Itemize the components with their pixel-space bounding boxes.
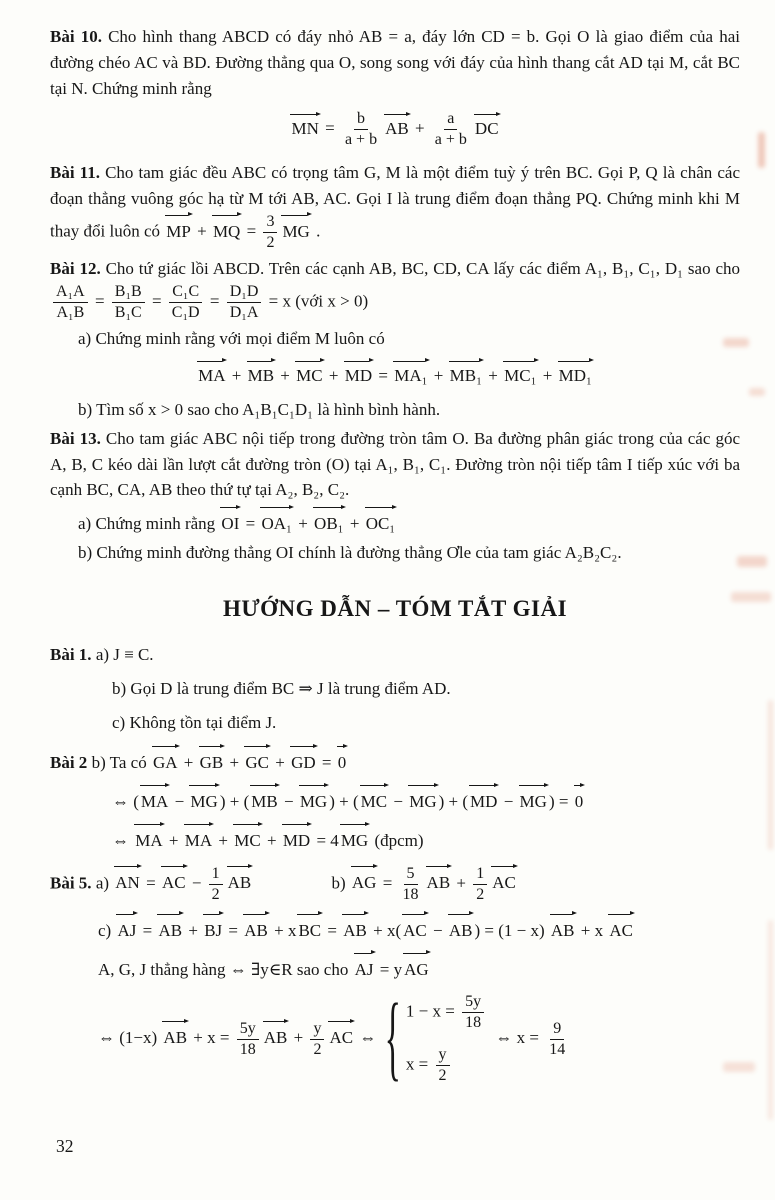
solution-5-collinearity-line: A, G, J thẳng hàng ⇔ ∃y∈R sao cho AJ = y AG bbox=[50, 952, 740, 983]
fraction-denominator: 18 bbox=[402, 885, 419, 903]
fraction bbox=[227, 282, 262, 323]
fraction-numerator: B₁B bbox=[112, 282, 145, 303]
vector-arrow-bar bbox=[197, 361, 222, 362]
vector-arrow-tip bbox=[184, 1019, 189, 1023]
vector-arrow-bar bbox=[351, 866, 374, 867]
vector-arrow-tip bbox=[365, 822, 370, 826]
vector-arrow-bar bbox=[290, 746, 313, 747]
vector-arrow-tip bbox=[265, 911, 270, 915]
vector-arrow-bar bbox=[184, 824, 209, 825]
vector-arrow-tip bbox=[289, 505, 294, 509]
vector-arrow-tip bbox=[313, 744, 318, 748]
fraction bbox=[310, 1019, 324, 1060]
vector-arrow-bar bbox=[449, 361, 479, 362]
vector-arrow-tip bbox=[341, 505, 346, 509]
vector-notation: MC₁ bbox=[502, 360, 538, 387]
vector-notation: AJ bbox=[115, 913, 138, 944]
fraction-numerator: y bbox=[436, 1045, 450, 1066]
vector-arrow-bar bbox=[408, 785, 433, 786]
vector-notation: BC bbox=[296, 913, 323, 944]
vector-arrow-tip bbox=[320, 358, 325, 362]
vector-notation: 0 bbox=[336, 745, 349, 776]
solutions-section-heading: HƯỚNG DẪN – TÓM TẮT GIẢI bbox=[222, 595, 568, 621]
vector-notation: DC bbox=[473, 113, 501, 140]
vector-notation: MA bbox=[196, 360, 227, 387]
vector-arrow-bar bbox=[299, 785, 324, 786]
solution-1-b: b) Gọi D là trung điểm BC ⇒ J là trung điểm AD. bbox=[112, 678, 451, 698]
vector-arrow-tip bbox=[220, 744, 225, 748]
ink-bleed-mark bbox=[768, 920, 773, 1120]
vector-arrow-bar bbox=[295, 361, 319, 362]
vector-arrow-tip bbox=[137, 864, 142, 868]
vector-arrow-tip bbox=[133, 911, 138, 915]
vector-arrow-bar bbox=[189, 785, 214, 786]
fraction bbox=[209, 864, 223, 905]
vector-arrow-tip bbox=[324, 783, 329, 787]
vector-notation: AC bbox=[401, 913, 429, 944]
exercise-label: Bài 1. bbox=[50, 644, 92, 664]
vector-arrow-bar bbox=[550, 914, 572, 915]
system-rows bbox=[406, 992, 487, 1086]
vector-notation: AJ bbox=[353, 952, 376, 983]
solution-2-line-2: ⇔ ( MA − MG ) + ( MB − MG ) + ( MC − MG ) + ( MD − MG ) = 0 bbox=[50, 784, 740, 815]
vector-arrow-bar bbox=[384, 114, 406, 115]
equation-system bbox=[384, 986, 488, 1091]
vector-arrow-bar bbox=[290, 114, 315, 115]
vector-notation: MB₁ bbox=[448, 360, 484, 387]
vector-notation: AC bbox=[607, 913, 635, 944]
vector-arrow-tip bbox=[434, 783, 439, 787]
vector-arrow-tip bbox=[258, 822, 263, 826]
vector-notation: MG bbox=[280, 214, 311, 245]
vector-arrow-tip bbox=[236, 505, 241, 509]
vector-arrow-tip bbox=[373, 864, 378, 868]
fraction-numerator: 3 bbox=[263, 212, 277, 233]
fraction bbox=[546, 1019, 568, 1060]
vector-arrow-tip bbox=[469, 911, 474, 915]
fraction-denominator: 18 bbox=[465, 1014, 482, 1032]
vector-arrow-tip bbox=[179, 911, 184, 915]
vector-arrow-bar bbox=[227, 866, 249, 867]
exercise-10-formula: MN = $\frac{b}{a + b}$ AB + $\frac{a}{a + b}$ DC bbox=[291, 110, 499, 149]
vector-arrow-bar bbox=[503, 361, 533, 362]
vector-arrow-bar bbox=[161, 866, 183, 867]
vector-arrow-bar bbox=[491, 866, 513, 867]
vector-notation: MC bbox=[294, 360, 324, 387]
vector-arrow-tip bbox=[215, 783, 220, 787]
vector-arrow-tip bbox=[183, 864, 188, 868]
solution-5-parts-a-b: Bài 5. a) AN = AC − $\frac{1}{2}$ AB b) AG = $\frac{5}{18}$ AB + $\frac{1}{2}$ AC bbox=[50, 864, 516, 903]
vector-arrow-tip bbox=[160, 822, 165, 826]
fraction bbox=[473, 864, 487, 905]
vector-notation: GD bbox=[289, 745, 318, 776]
vector-notation: AB bbox=[161, 1020, 189, 1051]
vector-notation: AB bbox=[242, 913, 270, 944]
vector-notation: OI bbox=[219, 506, 241, 537]
vector-arrow-tip bbox=[384, 783, 389, 787]
vector-notation: MG bbox=[188, 784, 219, 815]
vector-arrow-tip bbox=[318, 911, 323, 915]
vector-arrow-bar bbox=[282, 824, 307, 825]
vector-arrow-tip bbox=[513, 864, 518, 868]
vector-arrow-tip bbox=[589, 358, 594, 362]
vector-arrow-tip bbox=[350, 1019, 355, 1023]
vector-arrow-tip bbox=[364, 911, 369, 915]
vector-arrow-tip bbox=[426, 950, 431, 954]
fraction-denominator: B₁C bbox=[114, 303, 142, 321]
vector-arrow-bar bbox=[448, 914, 470, 915]
fraction-denominator: a + b bbox=[344, 131, 378, 149]
vector-arrow-tip bbox=[175, 744, 180, 748]
vector-arrow-bar bbox=[426, 866, 448, 867]
vector-arrow-bar bbox=[344, 361, 369, 362]
vector-arrow-bar bbox=[297, 914, 318, 915]
vector-arrow-tip bbox=[580, 783, 585, 787]
fraction bbox=[462, 992, 484, 1033]
vector-notation: BJ bbox=[202, 913, 224, 944]
vector-notation: AG bbox=[350, 865, 379, 896]
ink-bleed-mark bbox=[768, 700, 773, 850]
vector-notation: MQ bbox=[211, 214, 242, 245]
vector-notation: AB bbox=[226, 865, 254, 896]
ink-bleed-mark bbox=[749, 388, 765, 396]
vector-arrow-bar bbox=[402, 914, 424, 915]
fraction bbox=[342, 109, 380, 150]
vector-arrow-bar bbox=[313, 507, 341, 508]
fraction-denominator: 18 bbox=[239, 1040, 256, 1058]
system-row: x = $\frac{y}{2}$ bbox=[406, 1045, 487, 1086]
fraction-denominator: 2 bbox=[476, 885, 485, 903]
vector-arrow-bar bbox=[519, 785, 544, 786]
vector-notation: AB bbox=[156, 913, 184, 944]
vector-arrow-tip bbox=[494, 783, 499, 787]
vector-notation: AC bbox=[160, 865, 188, 896]
vector-notation: AB bbox=[262, 1020, 290, 1051]
exercise-label: Bài 11. bbox=[50, 163, 100, 183]
exercise-12-part-b: b) Tìm số x > 0 sao cho A₁B₁C₁D₁ là hình bình hành. bbox=[78, 399, 441, 419]
fraction-denominator: C₁D bbox=[171, 303, 200, 321]
vector-arrow-tip bbox=[425, 358, 430, 362]
vector-arrow-tip bbox=[284, 1019, 289, 1023]
system-row: 1 − x = $\frac{5y}{18}$ bbox=[406, 992, 487, 1033]
page-number: 32 bbox=[56, 1136, 74, 1156]
vector-arrow-bar bbox=[558, 361, 589, 362]
vector-arrow-bar bbox=[140, 785, 165, 786]
fraction-denominator: A₁B bbox=[56, 303, 85, 321]
fraction-denominator: 2 bbox=[266, 234, 275, 252]
fraction-numerator: y bbox=[310, 1019, 324, 1040]
vector-arrow-tip bbox=[188, 212, 193, 216]
exercise-13-part-b: b) Chứng minh đường thẳng OI chính là đường thẳng Ơle của tam giác A₂B₂C₂. bbox=[78, 543, 622, 563]
vector-arrow-tip bbox=[534, 358, 539, 362]
solution-2-line-3: ⇔ MA + MA + MC + MD = 4 MG (đpcm) bbox=[50, 823, 740, 854]
vector-arrow-tip bbox=[237, 212, 242, 216]
vector-arrow-tip bbox=[406, 112, 411, 116]
fraction-numerator: A₁A bbox=[53, 282, 88, 303]
fraction-numerator: 5 bbox=[404, 864, 418, 885]
vector-arrow-bar bbox=[244, 746, 266, 747]
vector-arrow-tip bbox=[343, 744, 348, 748]
ink-bleed-mark bbox=[731, 592, 771, 602]
vector-arrow-bar bbox=[403, 953, 426, 954]
system-brace: { bbox=[384, 986, 401, 1091]
vector-arrow-bar bbox=[152, 746, 175, 747]
vector-notation: MA bbox=[183, 823, 214, 854]
fraction-numerator: D₁D bbox=[227, 282, 262, 303]
vector-arrow-bar bbox=[393, 361, 424, 362]
vector-notation: GC bbox=[243, 745, 271, 776]
vector-arrow-tip bbox=[275, 783, 280, 787]
vector-arrow-bar bbox=[199, 746, 221, 747]
vector-arrow-tip bbox=[392, 505, 397, 509]
vector-notation: MA₁ bbox=[392, 360, 429, 387]
vector-notation: MN bbox=[289, 113, 320, 140]
page-content bbox=[50, 24, 740, 1094]
vector-arrow-bar bbox=[365, 507, 393, 508]
vector-arrow-bar bbox=[474, 114, 496, 115]
ink-bleed-mark bbox=[737, 556, 767, 567]
vector-arrow-tip bbox=[248, 864, 253, 868]
vector-arrow-tip bbox=[479, 358, 484, 362]
vector-arrow-bar bbox=[212, 215, 237, 216]
vector-arrow-bar bbox=[220, 507, 236, 508]
exercise-label: Bài 5. bbox=[50, 873, 92, 893]
exercise-12-text: Bài 12. Cho tứ giác lồi ABCD. Trên các cạnh AB, BC, CD, CA lấy các điểm A₁, B₁, C₁, D₁ sao cho $\frac{\text{A₁A}}{\text{A₁B}}$ = $\frac{\text{B₁B}}{\text{B₁C}}$ = $\frac{\text{C₁C}}{\text{C₁D}}$ = $\frac{\text{D₁D}}{\text{D₁A}}$ = x (với x > 0) bbox=[50, 259, 741, 321]
vector-notation: MC bbox=[359, 784, 389, 815]
vector-arrow-tip bbox=[209, 822, 214, 826]
vector-notation: AB bbox=[383, 113, 411, 140]
solution-1-c: c) Không tồn tại điểm J. bbox=[112, 712, 277, 732]
fraction bbox=[112, 282, 145, 323]
fraction bbox=[432, 109, 470, 150]
vector-arrow-bar bbox=[233, 824, 257, 825]
vector-notation: MD bbox=[281, 823, 312, 854]
vector-notation: 0 bbox=[573, 784, 586, 815]
fraction bbox=[436, 1045, 450, 1086]
vector-notation: AB bbox=[425, 865, 453, 896]
vector-notation: GB bbox=[198, 745, 226, 776]
vector-notation: MD bbox=[343, 360, 374, 387]
vector-arrow-bar bbox=[157, 914, 179, 915]
fraction-numerator: 9 bbox=[550, 1019, 564, 1040]
fraction-numerator: 5y bbox=[462, 992, 484, 1013]
vector-notation: MD bbox=[468, 784, 499, 815]
vector-notation: AB bbox=[549, 913, 577, 944]
vector-notation: MD₁ bbox=[557, 360, 594, 387]
fraction bbox=[400, 864, 422, 905]
vector-arrow-tip bbox=[222, 358, 227, 362]
vector-arrow-bar bbox=[608, 914, 630, 915]
exercise-label: Bài 13. bbox=[50, 428, 101, 448]
vector-arrow-bar bbox=[203, 914, 219, 915]
solution-1-a: Bài 1. a) J ≡ C. bbox=[50, 644, 154, 664]
vector-notation: MA bbox=[139, 784, 170, 815]
vector-notation: AC bbox=[327, 1020, 355, 1051]
fraction-numerator: 1 bbox=[473, 864, 487, 885]
fraction-denominator: 14 bbox=[549, 1040, 566, 1058]
fraction-numerator: 1 bbox=[209, 864, 223, 885]
vector-arrow-tip bbox=[572, 911, 577, 915]
vector-arrow-tip bbox=[424, 911, 429, 915]
vector-arrow-bar bbox=[354, 953, 371, 954]
vector-notation: MA bbox=[133, 823, 164, 854]
vector-arrow-bar bbox=[328, 1021, 350, 1022]
solution-5-system-line: ⇔ (1−x) AB + x = $\frac{5y}{18}$ AB + $\frac{y}{2}$ AC ⇔ { 1 − x = $\frac{5y}{18}$ x = $\frac{y}{2}$ ⇔ x = $\frac{9}{14}$ bbox=[50, 992, 740, 1086]
solution-5-part-c: c) AJ = AB + BJ = AB + x BC = AB + x( AC − AB ) = (1 − x) AB + x AC bbox=[50, 913, 740, 944]
vector-arrow-bar bbox=[134, 824, 159, 825]
ink-bleed-mark bbox=[723, 1062, 755, 1072]
vector-notation: MB bbox=[249, 784, 279, 815]
fraction-denominator: 2 bbox=[313, 1040, 322, 1058]
vector-notation: MG bbox=[518, 784, 549, 815]
vector-arrow-bar bbox=[114, 866, 137, 867]
vector-arrow-bar bbox=[116, 914, 133, 915]
solution-2-line-1: Bài 2 b) Ta có GA + GB + GC + GD = 0 bbox=[50, 745, 740, 776]
exercise-13-text: Bài 13. Cho tam giác ABC nội tiếp trong đường tròn tâm O. Ba đường phân giác trong của các góc A, B, C kéo dài lần lượt cắt đường tròn (O) tại A₁, B₁, C₁. Đường tròn nội tiếp tâm I tiếp xúc với ba cạnh BC, CA, AB theo thứ tự tại A₂, B₂, C₂. bbox=[50, 428, 740, 500]
vector-notation: OB₁ bbox=[312, 506, 346, 537]
vector-notation: MG bbox=[298, 784, 329, 815]
fraction bbox=[169, 282, 203, 323]
vector-arrow-tip bbox=[544, 783, 549, 787]
vector-notation: AN bbox=[113, 865, 142, 896]
vector-arrow-tip bbox=[307, 822, 312, 826]
vector-notation: MC bbox=[232, 823, 262, 854]
vector-notation: MG bbox=[407, 784, 438, 815]
vector-arrow-tip bbox=[496, 112, 501, 116]
vector-arrow-tip bbox=[371, 950, 376, 954]
fraction-numerator: a bbox=[444, 109, 457, 130]
vector-arrow-bar bbox=[165, 215, 188, 216]
ink-bleed-mark bbox=[723, 338, 749, 347]
vector-notation: AB bbox=[341, 913, 369, 944]
vector-notation: AB bbox=[447, 913, 475, 944]
fraction bbox=[263, 212, 277, 253]
exercise-10-text: Bài 10. Cho hình thang ABCD có đáy nhỏ AB = a, đáy lớn CD = b. Gọi O là giao điểm của hai đường chéo AC và BD. Đường thẳng qua O, song song với đáy của hình thang cắt AD tại M, cắt BC tại N. Chứng minh rằng bbox=[50, 27, 741, 98]
vector-notation: MB bbox=[246, 360, 276, 387]
vector-notation: OA₁ bbox=[259, 506, 293, 537]
vector-arrow-bar bbox=[250, 785, 274, 786]
exercise-12-part-a: a) Chứng minh rằng với mọi điểm M luôn có bbox=[78, 328, 385, 348]
vector-arrow-tip bbox=[165, 783, 170, 787]
vector-arrow-tip bbox=[266, 744, 271, 748]
vector-notation: OC₁ bbox=[364, 506, 398, 537]
vector-arrow-bar bbox=[263, 1021, 285, 1022]
exercise-13-part-a: a) Chứng minh rằng OI = OA₁ + OB₁ + OC₁ bbox=[50, 506, 740, 537]
exercise-12-formula: MA + MB + MC + MD = MA₁ + MB₁ + MC₁ + MD₁ bbox=[50, 360, 740, 387]
ink-bleed-mark bbox=[758, 132, 765, 168]
vector-notation: MG bbox=[339, 823, 370, 854]
vector-arrow-tip bbox=[316, 112, 321, 116]
vector-notation: AG bbox=[402, 952, 431, 983]
vector-notation: GA bbox=[151, 745, 180, 776]
fraction-denominator: 2 bbox=[438, 1067, 447, 1085]
vector-arrow-bar bbox=[281, 215, 306, 216]
vector-notation: AC bbox=[490, 865, 518, 896]
vector-arrow-bar bbox=[243, 914, 265, 915]
vector-arrow-tip bbox=[271, 358, 276, 362]
vector-arrow-tip bbox=[369, 358, 374, 362]
vector-arrow-bar bbox=[260, 507, 288, 508]
fraction-numerator: 5y bbox=[237, 1019, 259, 1040]
exercise-label: Bài 12. bbox=[50, 259, 101, 279]
vector-arrow-bar bbox=[469, 785, 494, 786]
exercise-label: Bài 2 bbox=[50, 753, 88, 773]
vector-notation: MP bbox=[164, 214, 193, 245]
vector-arrow-bar bbox=[162, 1021, 184, 1022]
exercise-label: Bài 10. bbox=[50, 27, 102, 46]
fraction-numerator: C₁C bbox=[169, 282, 202, 303]
fraction-numerator: b bbox=[354, 109, 368, 130]
vector-arrow-bar bbox=[247, 361, 271, 362]
vector-arrow-bar bbox=[340, 824, 365, 825]
exercise-11-text: Bài 11. Cho tam giác đều ABC có trọng tâm G, M là một điểm tuỳ ý trên BC. Gọi P, Q là chân các đoạn thẳng vuông góc hạ từ M tới AB, AC. Gọi I là trung điểm đoạn thẳng PQ. Chứng minh khi M thay đổi luôn có MP + MQ = $\frac{3}{2}$ MG . bbox=[50, 163, 741, 252]
vector-arrow-tip bbox=[447, 864, 452, 868]
vector-arrow-tip bbox=[307, 212, 312, 216]
vector-arrow-bar bbox=[360, 785, 384, 786]
fraction-denominator: D₁A bbox=[229, 303, 259, 321]
vector-arrow-tip bbox=[630, 911, 635, 915]
fraction bbox=[53, 282, 88, 323]
fraction-denominator: a + b bbox=[434, 131, 467, 149]
fraction bbox=[237, 1019, 259, 1060]
vector-arrow-tip bbox=[219, 911, 224, 915]
vector-arrow-bar bbox=[342, 914, 364, 915]
fraction-denominator: 2 bbox=[211, 885, 220, 903]
